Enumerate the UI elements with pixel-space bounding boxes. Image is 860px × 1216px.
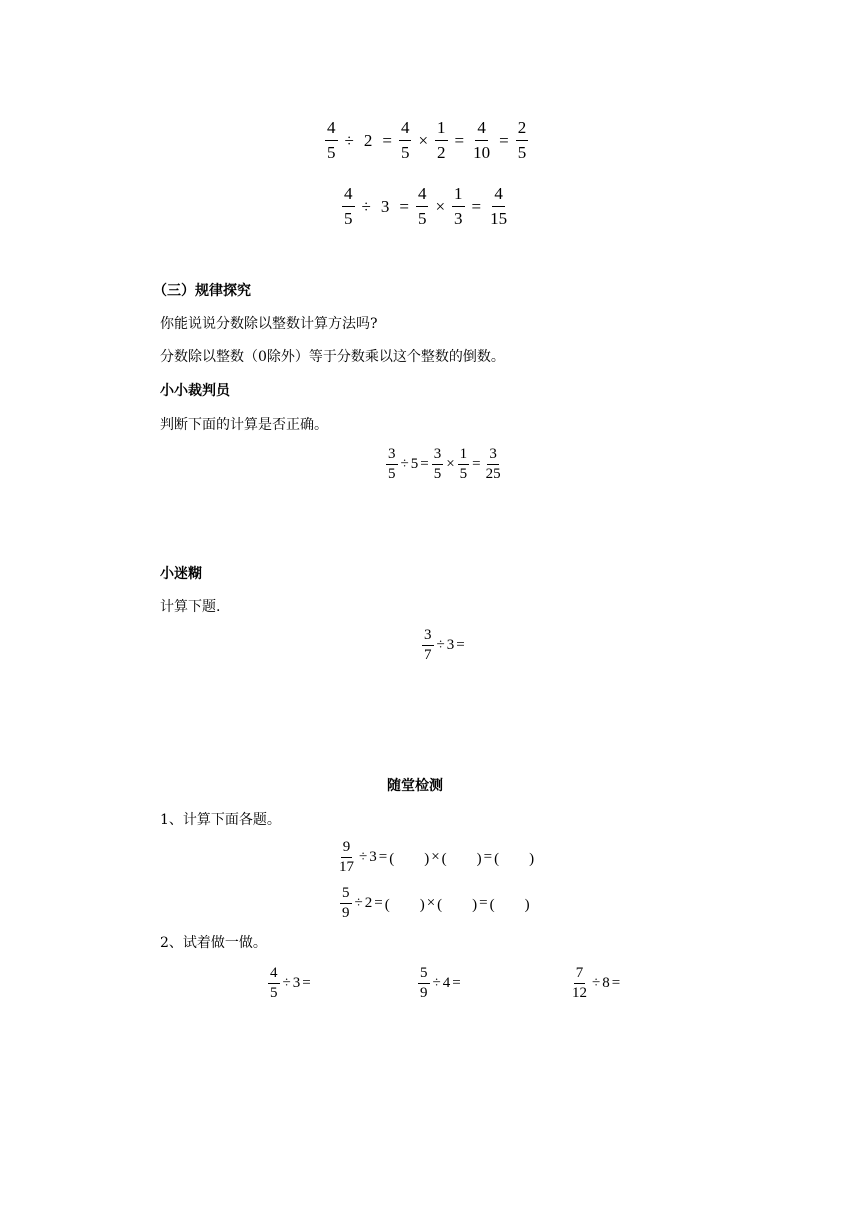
- quiz-q2-prompt: 2、试着做一做。: [160, 935, 267, 951]
- answer-blank: ( ): [437, 897, 478, 913]
- fraction: $\frac{4}{5}$: [344, 184, 353, 228]
- quiz-q2-item-3: $\frac{7}{12}$ ÷ 8 =: [572, 965, 621, 1001]
- fraction: $\frac{3}{7}$: [424, 627, 432, 663]
- fraction: $\frac{1}{2}$: [437, 118, 446, 162]
- fraction: $\frac{3}{5}$: [388, 446, 396, 482]
- fraction: $\frac{4}{5}$: [417, 184, 427, 228]
- fraction: $\frac{5}{9}$: [420, 965, 428, 1001]
- answer-blank: ( ): [389, 851, 430, 867]
- answer-blank: ( ): [494, 851, 535, 867]
- section3-question: 你能说说分数除以整数计算方法吗?: [160, 316, 378, 332]
- fraction: $\frac{4}{5}$: [270, 965, 278, 1001]
- quiz-q2-item-2: $\frac{5}{9}$ ÷ 4 =: [420, 965, 461, 1001]
- fraction: $\frac{7}{12}$: [572, 965, 587, 1001]
- fraction: $\frac{3}{25}$: [485, 446, 501, 482]
- section3-rule: 分数除以整数（0除外）等于分数乘以这个整数的倒数。: [160, 349, 505, 365]
- fraction: $\frac{1}{3}$: [454, 184, 463, 228]
- fraction: $\frac{4}{15}$: [490, 184, 508, 228]
- quiz-title: 随堂检测: [387, 778, 443, 794]
- example-line-1: $\frac{4}{5}$ ÷ 2 = $\frac{4}{5}$ × $\frac{1}{2}$ = $\frac{4}{10}$ = $\frac{2}{5}$: [323, 116, 530, 165]
- answer-blank: ( ): [384, 897, 425, 913]
- answer-blank: ( ): [489, 897, 530, 913]
- puzzle-prompt: 计算下题.: [160, 599, 221, 615]
- quiz-q1-row2: $\frac{5}{9}$ ÷ 2 = ( ) × ( ) = ( ): [342, 885, 530, 921]
- fraction: $\frac{1}{5}$: [459, 446, 468, 482]
- fraction: $\frac{4}{5}$: [327, 118, 336, 162]
- fraction: $\frac{5}{9}$: [342, 885, 350, 921]
- fraction: $\frac{3}{5}$: [433, 446, 442, 482]
- judge-prompt: 判断下面的计算是否正确。: [160, 417, 328, 433]
- fraction: $\frac{9}{17}$: [339, 839, 354, 875]
- fraction: $\frac{4}{5}$: [400, 118, 410, 162]
- puzzle-expression: $\frac{3}{7}$ ÷ 3 =: [424, 627, 465, 663]
- puzzle-heading: 小迷糊: [160, 566, 202, 582]
- quiz-q1-prompt: 1、计算下面各题。: [160, 812, 281, 828]
- judge-heading: 小小裁判员: [160, 383, 230, 399]
- fraction: $\frac{2}{5}$: [517, 118, 527, 162]
- example-line-2: $\frac{4}{5}$ ÷ 3 = $\frac{4}{5}$ × $\frac{1}{3}$ = $\frac{4}{15}$: [340, 182, 511, 231]
- quiz-q1-row1: $\frac{9}{17}$ ÷ 3 = ( ) × ( ) = ( ): [339, 839, 535, 875]
- answer-blank: ( ): [441, 851, 482, 867]
- quiz-q2-item-1: $\frac{4}{5}$ ÷ 3 =: [270, 965, 311, 1001]
- judge-expression: $\frac{3}{5}$ ÷ 5 = $\frac{3}{5}$ × $\frac{1}{5}$ = $\frac{3}{25}$: [388, 446, 501, 482]
- section3-heading: （三）规律探究: [153, 283, 251, 299]
- fraction: $\frac{4}{10}$: [473, 118, 491, 162]
